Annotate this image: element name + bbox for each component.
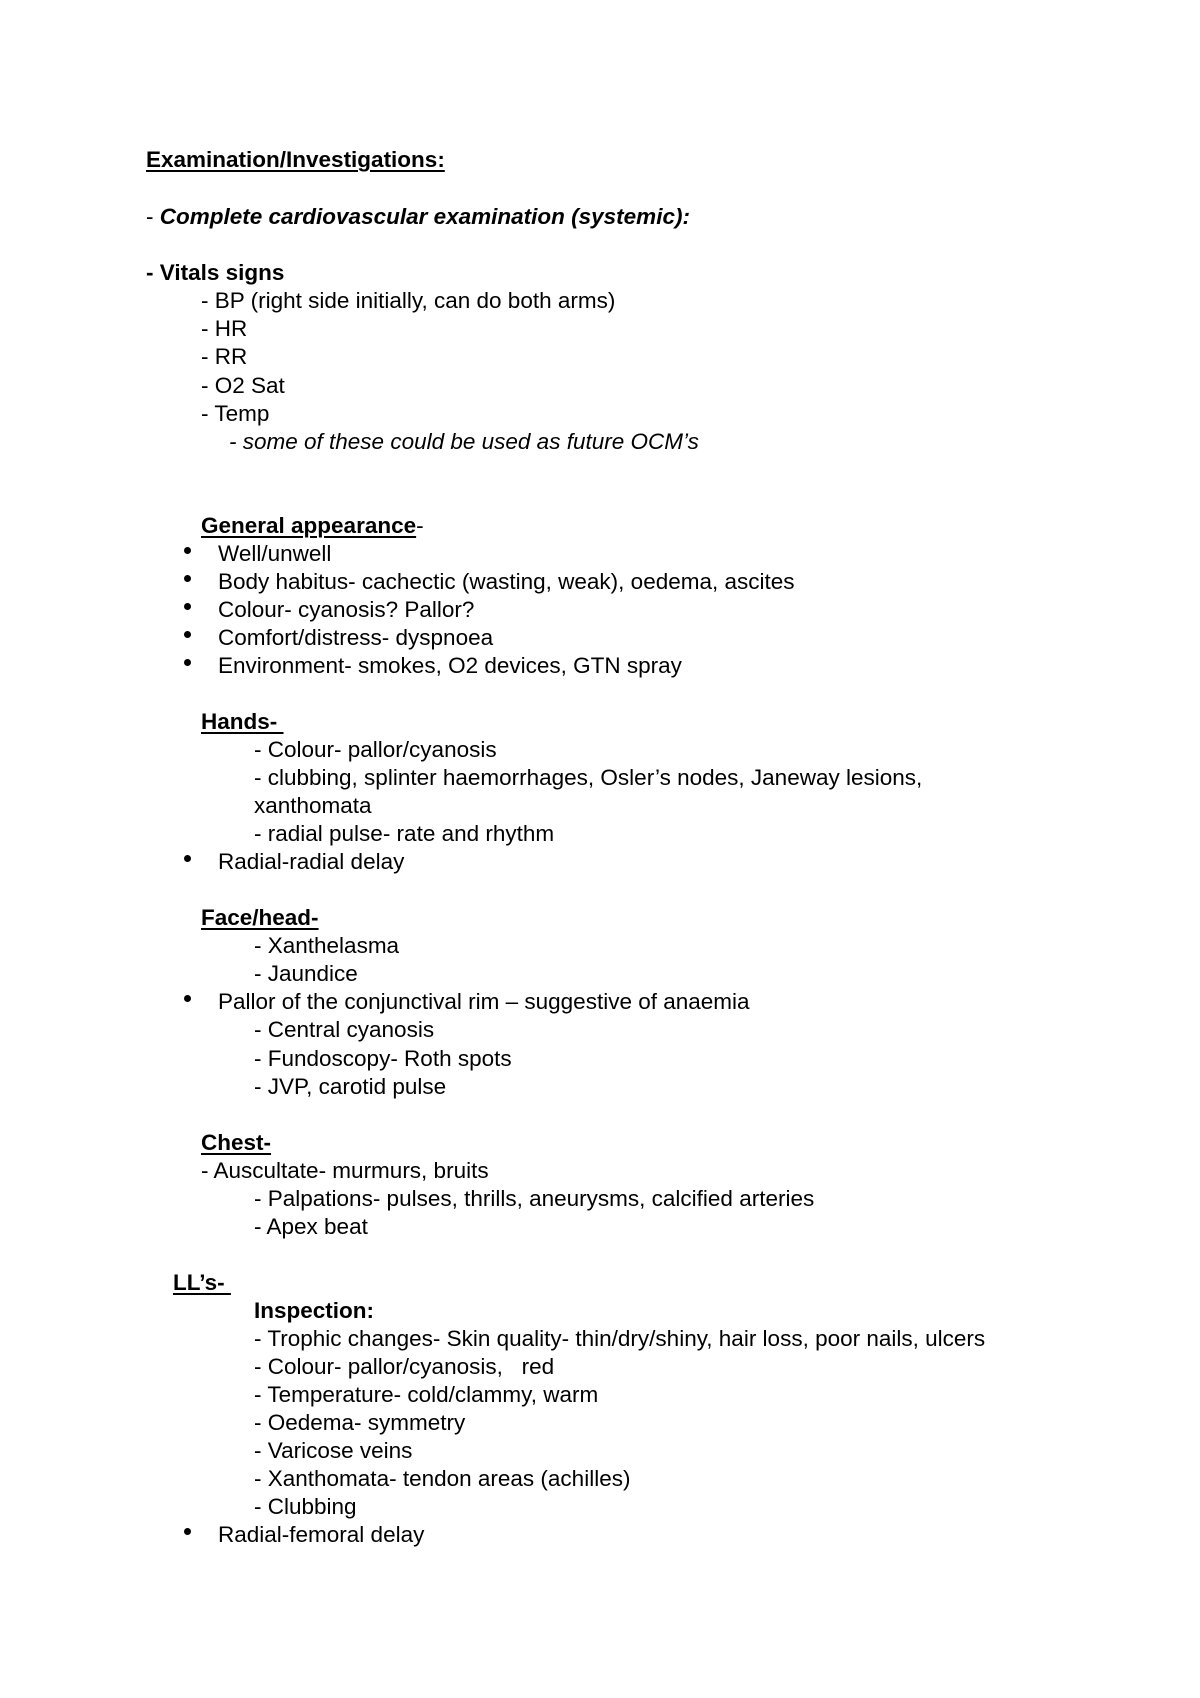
face-bullet-item: Pallor of the conjunctival rim – suggestive of anaemia	[218, 989, 750, 1014]
face-item: - Xanthelasma	[254, 933, 400, 958]
general-bullet-item: Well/unwell	[218, 541, 332, 566]
hands-item: - Colour- pallor/cyanosis	[254, 737, 497, 762]
general-bullet-item: Comfort/distress- dyspnoea	[218, 625, 494, 650]
general-appearance-title: General appearance	[201, 513, 417, 538]
exam-subheading	[146, 203, 690, 231]
bullet-icon	[184, 631, 191, 638]
general-bullet-item: Body habitus- cachectic (wasting, weak), oedema, ascites	[218, 569, 795, 594]
chest-item: - Apex beat	[254, 1214, 368, 1239]
bullet-icon	[184, 575, 191, 582]
general-bullet-item: Colour- cyanosis? Pallor?	[218, 597, 475, 622]
chest-item: - Palpations- pulses, thrills, aneurysms, calcified arteries	[254, 1186, 815, 1211]
face-item: - Central cyanosis	[254, 1017, 435, 1042]
bullet-icon	[184, 659, 191, 666]
bullet-icon	[184, 1528, 191, 1535]
general-appearance-heading	[201, 512, 424, 540]
vitals-item: - O2 Sat	[201, 373, 285, 398]
lls-item: - Varicose veins	[254, 1438, 413, 1463]
page-heading: Examination/Investigations:	[146, 147, 445, 172]
hands-item: - radial pulse- rate and rhythm	[254, 821, 555, 846]
vitals-item: - BP (right side initially, can do both arms)	[201, 288, 616, 313]
vitals-title: - Vitals signs	[146, 260, 285, 285]
inspection-title: Inspection:	[254, 1298, 375, 1323]
bullet-icon	[184, 603, 191, 610]
bullet-icon	[184, 547, 191, 554]
face-item: - Fundoscopy- Roth spots	[254, 1046, 512, 1071]
vitals-item: - HR	[201, 316, 248, 341]
bullet-icon	[184, 855, 191, 862]
face-title: Face/head-	[201, 905, 319, 930]
general-bullet-item: Environment- smokes, O2 devices, GTN spray	[218, 653, 682, 678]
face-item: - Jaundice	[254, 961, 358, 986]
vitals-item: - RR	[201, 344, 248, 369]
hands-item: - clubbing, splinter haemorrhages, Osler’s nodes, Janeway lesions,	[254, 765, 923, 790]
chest-title: Chest-	[201, 1130, 272, 1155]
lls-bullet-item: Radial-femoral delay	[218, 1522, 425, 1547]
lls-item: - Oedema- symmetry	[254, 1410, 466, 1435]
vitals-note: - some of these could be used as future OCM’s	[229, 429, 699, 454]
subheading-dash: -	[146, 204, 160, 229]
bullet-icon	[184, 995, 191, 1002]
lls-item: - Trophic changes- Skin quality- thin/dry/shiny, hair loss, poor nails, ulcers	[254, 1326, 986, 1351]
subheading-text: Complete cardiovascular examination (systemic):	[159, 204, 690, 229]
chest-first-item: - Auscultate- murmurs, bruits	[201, 1158, 489, 1183]
hands-title: Hands-	[201, 709, 284, 734]
lls-title: LL’s-	[173, 1270, 231, 1295]
hands-item: xanthomata	[254, 793, 372, 818]
vitals-item: - Temp	[201, 401, 270, 426]
lls-item: - Clubbing	[254, 1494, 357, 1519]
lls-item: - Temperature- cold/clammy, warm	[254, 1382, 599, 1407]
lls-item: - Colour- pallor/cyanosis, red	[254, 1354, 555, 1379]
general-appearance-suffix: -	[416, 513, 424, 538]
hands-bullet-item: Radial-radial delay	[218, 849, 405, 874]
face-item: - JVP, carotid pulse	[254, 1074, 447, 1099]
lls-item: - Xanthomata- tendon areas (achilles)	[254, 1466, 631, 1491]
